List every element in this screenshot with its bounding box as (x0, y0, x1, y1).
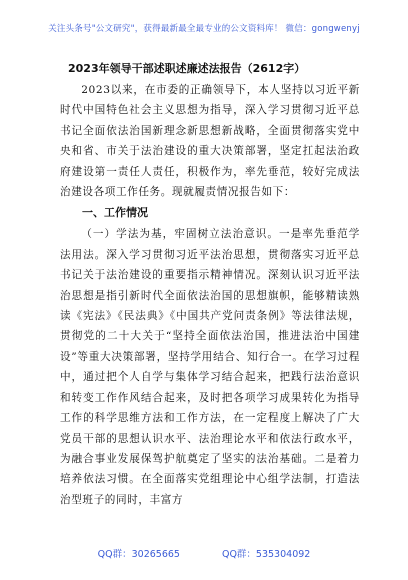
top-banner: 关注头条号"公文研究"，获得最新最全最专业的公文资料库！ 微信：gongwenyj (48, 24, 360, 34)
intro-paragraph: 2023以来，在市委的正确领导下，本人坚持以习近平新时代中国特色社会主义思想为指导，深入学习贯彻习近平总书记全面依法治国新理念新思想新战略，全面贯彻落实党中央和省、市关于法治建设的重大决策部署，坚定扛起法治政府建设第一责任人责任，积极作为，率先垂范，较好完成法治建设各项工作任务。现就履责情况报告如下： (60, 84, 360, 199)
body-paragraph: （一）学法为基，牢固树立法治意识。一是率先垂范学法用法。深入学习贯彻习近平法治思想，贯彻落实习近平总书记关于法治建设的重要指示精神情况。深刻认识习近平法治思想是指引新时代全面依法治国的思想旗帜，能够精读熟读《宪法》《民法典》《中国共产党问责条例》等法律法规，贯彻党的二十大关于“坚持全面依法治国，推进法治中国建设”等重大决策部署，坚持学用结合、知行合一。在学习过程中，通过把个人自学与集体学习结合起来，把践行法治意识和转变工作作风结合起来，及时把各项学习成果转化为指导工作的科学思维方法和工作方法，在一定程度上解决了广大党员干部的思想认识水平、法治理论水平和依法行政水平，为融合事业发展保驾护航奠定了坚实的法治基础。二是着力培养依法习惯。在全面落实党组理论中心组学法制，打造法治型班子的同时，丰富方 (60, 228, 360, 506)
section-heading: 一、工作情况 (82, 206, 148, 220)
footer-qq-group-2: QQ群：535304092 (221, 549, 311, 560)
document-title: 2023年领导干部述职述廉述法报告（2612字） (68, 62, 306, 75)
footer (0, 546, 408, 560)
document-body (60, 80, 360, 510)
footer-qq-group-1: QQ群：30265665 (97, 549, 180, 560)
